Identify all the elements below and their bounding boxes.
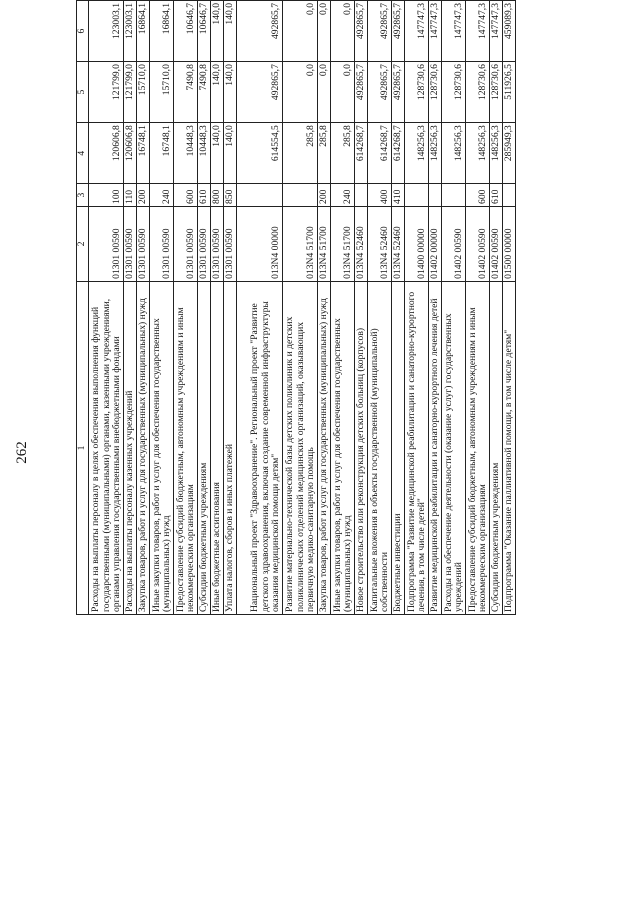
row-vr: 100 — [89, 184, 124, 207]
row-code: 01301 00590 — [137, 206, 150, 281]
row-value-2019: 140,0 — [224, 123, 237, 184]
row-vr: 800 — [211, 184, 224, 207]
table-row — [89, 1, 124, 615]
row-vr — [355, 184, 368, 207]
row-value-2021: 147747,3 — [405, 1, 429, 62]
row-vr: 240 — [150, 184, 174, 207]
table-row — [211, 1, 224, 615]
row-name: Расходы на выплаты персоналу в целях обеспечения выполнения функций государственными (муниципальными) органами, казенными учреждениями, органами управления государственными внебюджетными фондами — [89, 281, 124, 614]
row-value-2021: 0,0 — [318, 1, 331, 62]
table-row — [429, 1, 442, 615]
row-value-2021: 123003,1 — [89, 1, 124, 62]
row-value-2019: 148256,3 — [490, 123, 503, 184]
row-value-2021: 147747,3 — [490, 1, 503, 62]
row-vr: 410 — [392, 184, 405, 207]
table-row — [318, 1, 331, 615]
row-value-2019: 614268,7 — [368, 123, 392, 184]
header-col-6: 6 — [77, 1, 89, 62]
table-row — [392, 1, 405, 615]
row-value-2019: 16748,1 — [137, 123, 150, 184]
table-row — [198, 1, 211, 615]
row-name: Развитие материально-технической базы детских поликлиник и детских поликлинических отделений медицинских организаций, оказывающих первичную медико-санитарную помощь — [283, 281, 318, 614]
row-value-2020: 492865,7 — [392, 62, 405, 123]
header-col-5: 5 — [77, 62, 89, 123]
row-value-2019: 10448,3 — [198, 123, 211, 184]
row-value-2020: 492865,7 — [237, 62, 283, 123]
row-name: Субсидии бюджетным учреждениям — [490, 281, 503, 614]
row-name: Бюджетные инвестиции — [392, 281, 405, 614]
row-code: 01301 00590 — [174, 206, 198, 281]
table-header-row — [77, 1, 89, 615]
table-row — [224, 1, 237, 615]
row-value-2021: 147747,3 — [466, 1, 490, 62]
row-name: Уплата налогов, сборов и иных платежей — [224, 281, 237, 614]
row-value-2021: 16864,1 — [150, 1, 174, 62]
table-row — [490, 1, 503, 615]
row-name: Развитие медицинской реабилитации и санаторно-курортного лечения детей — [429, 281, 442, 614]
row-value-2020: 140,0 — [211, 62, 224, 123]
table-row — [137, 1, 150, 615]
row-value-2021: 10646,7 — [198, 1, 211, 62]
row-name: Субсидии бюджетным учреждениям — [198, 281, 211, 614]
row-value-2021: 147747,3 — [442, 1, 466, 62]
row-code: 013N4 51700 — [331, 206, 355, 281]
row-value-2019: 285,8 — [318, 123, 331, 184]
row-vr — [283, 184, 318, 207]
table-row — [355, 1, 368, 615]
row-value-2019: 285,8 — [283, 123, 318, 184]
row-code: 01301 00590 — [124, 206, 137, 281]
row-name: Расходы на выплаты персоналу казенных учреждений — [124, 281, 137, 614]
row-value-2020: 492865,7 — [355, 62, 368, 123]
table-row — [331, 1, 355, 615]
row-name: Подпрограмма "Развитие медицинской реабилитации и санаторно-курортного лечения, в том числе детей" — [405, 281, 429, 614]
row-value-2020: 0,0 — [283, 62, 318, 123]
row-value-2019: 614554,5 — [237, 123, 283, 184]
row-value-2019: 285949,3 — [503, 123, 516, 184]
header-col-1: 1 — [77, 281, 89, 614]
row-name: Закупка товаров, работ и услуг для государственных (муниципальных) нужд — [137, 281, 150, 614]
table-row — [368, 1, 392, 615]
row-value-2021: 140,0 — [211, 1, 224, 62]
row-value-2021: 459089,3 — [503, 1, 516, 62]
row-value-2019: 148256,3 — [442, 123, 466, 184]
row-name: Расходы на обеспечение деятельности (оказание услуг) государственных учреждений — [442, 281, 466, 614]
row-name: Иные бюджетные ассигнования — [211, 281, 224, 614]
row-value-2019: 120606,8 — [89, 123, 124, 184]
row-name: Закупка товаров, работ и услуг для государственных (муниципальных) нужд — [318, 281, 331, 614]
row-value-2019: 120606,8 — [124, 123, 137, 184]
row-vr: 200 — [318, 184, 331, 207]
row-value-2021: 492865,7 — [237, 1, 283, 62]
row-value-2020: 7490,8 — [198, 62, 211, 123]
row-vr: 240 — [331, 184, 355, 207]
table-row — [466, 1, 490, 615]
row-code: 01301 00590 — [89, 206, 124, 281]
row-value-2021: 492865,7 — [368, 1, 392, 62]
row-value-2020: 511926,5 — [503, 62, 516, 123]
row-vr — [429, 184, 442, 207]
row-value-2020: 121799,0 — [89, 62, 124, 123]
row-value-2019: 148256,3 — [466, 123, 490, 184]
row-value-2019: 285,8 — [331, 123, 355, 184]
row-code: 01400 00000 — [405, 206, 429, 281]
row-vr: 610 — [198, 184, 211, 207]
row-value-2020: 0,0 — [318, 62, 331, 123]
row-code: 01301 00590 — [150, 206, 174, 281]
row-name: Предоставление субсидий бюджетным, автономным учреждениям и иным некоммерческим организациям — [174, 281, 198, 614]
row-value-2021: 140,0 — [224, 1, 237, 62]
row-value-2020: 128730,6 — [405, 62, 429, 123]
row-vr — [405, 184, 429, 207]
row-name: Иные закупки товаров, работ и услуг для обеспечения государственных (муниципальных) нужд — [150, 281, 174, 614]
table-row — [174, 1, 198, 615]
row-code: 01301 00590 — [211, 206, 224, 281]
row-code: 013N4 00000 — [237, 206, 283, 281]
table-row — [237, 1, 283, 615]
row-value-2019: 148256,3 — [405, 123, 429, 184]
row-code: 013N4 52460 — [392, 206, 405, 281]
page-number: 262 — [14, 441, 30, 464]
row-vr — [503, 184, 516, 207]
row-value-2020: 128730,6 — [490, 62, 503, 123]
row-code: 013N4 51700 — [318, 206, 331, 281]
row-value-2020: 0,0 — [331, 62, 355, 123]
row-value-2020: 492865,7 — [368, 62, 392, 123]
table-row — [150, 1, 174, 615]
row-value-2021: 16864,1 — [137, 1, 150, 62]
row-name: Предоставление субсидий бюджетным, автономным учреждениям и иным некоммерческим организациям — [466, 281, 490, 614]
header-col-2: 2 — [77, 206, 89, 281]
row-code: 01402 00590 — [490, 206, 503, 281]
budget-table — [76, 0, 516, 615]
row-vr — [237, 184, 283, 207]
row-value-2020: 128730,6 — [466, 62, 490, 123]
row-code: 013N4 52460 — [368, 206, 392, 281]
row-vr: 600 — [466, 184, 490, 207]
row-value-2019: 10448,3 — [174, 123, 198, 184]
row-value-2021: 123003,1 — [124, 1, 137, 62]
row-value-2020: 15710,0 — [137, 62, 150, 123]
row-value-2019: 614268,7 — [355, 123, 368, 184]
table-row — [442, 1, 466, 615]
row-code: 01500 00000 — [503, 206, 516, 281]
row-value-2019: 140,0 — [211, 123, 224, 184]
row-name: Подпрограмма "Оказание паллиативной помощи, в том числе детям" — [503, 281, 516, 614]
row-value-2020: 140,0 — [224, 62, 237, 123]
row-vr: 850 — [224, 184, 237, 207]
row-value-2021: 0,0 — [331, 1, 355, 62]
row-code: 01301 00590 — [198, 206, 211, 281]
row-name: Новое строительство или реконструкция детских больниц (корпусов) — [355, 281, 368, 614]
row-vr: 110 — [124, 184, 137, 207]
row-code: 01402 00000 — [429, 206, 442, 281]
row-name: Иные закупки товаров, работ и услуг для обеспечения государственных (муниципальных) нужд — [331, 281, 355, 614]
row-value-2020: 121799,0 — [124, 62, 137, 123]
row-value-2021: 147747,3 — [429, 1, 442, 62]
row-code: 013N4 52460 — [355, 206, 368, 281]
table-row — [124, 1, 137, 615]
table-row — [283, 1, 318, 615]
row-vr: 400 — [368, 184, 392, 207]
header-col-3: 3 — [77, 184, 89, 207]
row-code: 01301 00590 — [224, 206, 237, 281]
row-vr: 200 — [137, 184, 150, 207]
row-value-2020: 128730,6 — [429, 62, 442, 123]
row-value-2019: 16748,1 — [150, 123, 174, 184]
row-name: Национальный проект "Здравоохранение". Региональный проект "Развитие детского здравоохранения, включая создание современной инфраструктуры оказания медицинской помощи детям" — [237, 281, 283, 614]
table-row — [405, 1, 429, 615]
row-value-2021: 492865,7 — [392, 1, 405, 62]
row-value-2019: 614268,7 — [392, 123, 405, 184]
header-col-4: 4 — [77, 123, 89, 184]
row-code: 01402 00590 — [466, 206, 490, 281]
row-vr: 600 — [174, 184, 198, 207]
row-vr: 610 — [490, 184, 503, 207]
row-name: Капитальные вложения в объекты государственной (муниципальной) собственности — [368, 281, 392, 614]
row-value-2019: 148256,3 — [429, 123, 442, 184]
row-value-2021: 0,0 — [283, 1, 318, 62]
row-value-2020: 128730,6 — [442, 62, 466, 123]
table-row — [503, 1, 516, 615]
row-value-2020: 15710,0 — [150, 62, 174, 123]
row-code: 01402 00590 — [442, 206, 466, 281]
row-code: 013N4 51700 — [283, 206, 318, 281]
row-value-2020: 7490,8 — [174, 62, 198, 123]
row-value-2021: 10646,7 — [174, 1, 198, 62]
row-vr — [442, 184, 466, 207]
row-value-2021: 492865,7 — [355, 1, 368, 62]
